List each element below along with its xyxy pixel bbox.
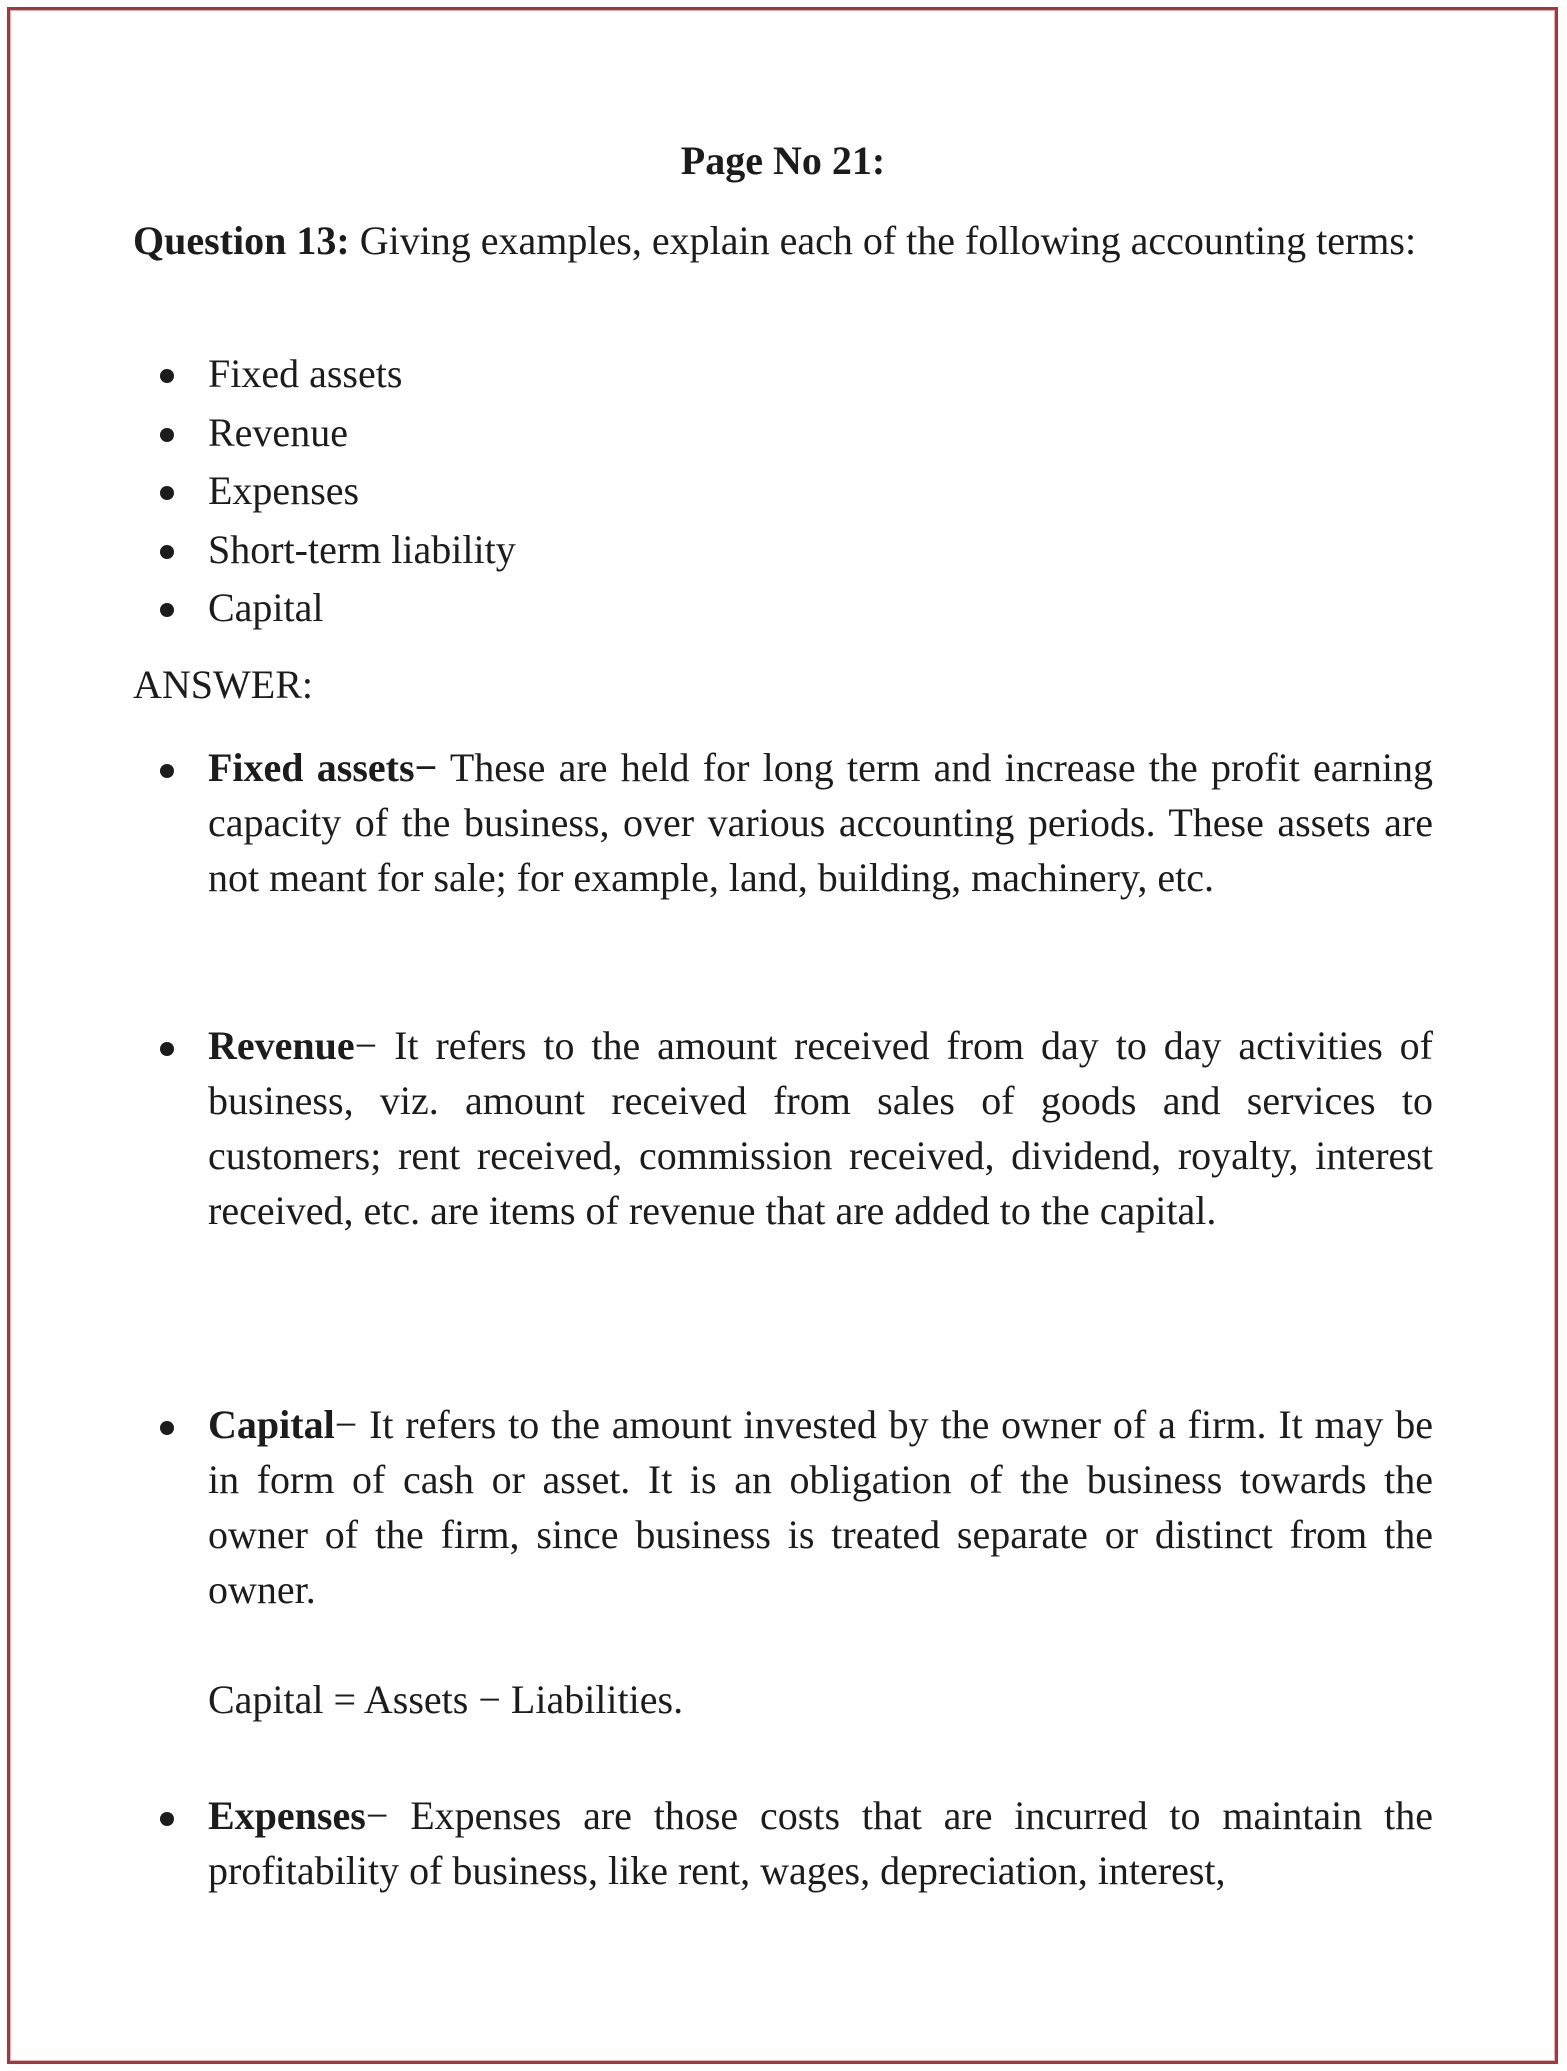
answer-item-revenue: Revenue− It refers to the amount received from day to day activities of business, viz. amount received from sales of goods and services to customers; rent received, commission received, dividend, royalty, interest received, etc. are items of revenue that are added to the capital. bbox=[133, 1018, 1433, 1238]
bullet-icon bbox=[160, 369, 174, 383]
bullet-icon bbox=[160, 1042, 174, 1056]
list-item: Short-term liability bbox=[133, 521, 1433, 580]
list-item: Capital bbox=[133, 579, 1433, 638]
bullet-icon bbox=[160, 603, 174, 617]
bullet-icon bbox=[160, 486, 174, 500]
answer-label: ANSWER: bbox=[133, 662, 313, 707]
terms-list bbox=[133, 345, 1433, 638]
capital-formula: Capital = Assets − Liabilities. bbox=[208, 1677, 684, 1722]
answer-item-expenses: Expenses− Expenses are those costs that are incurred to maintain the profitability of business, like rent, wages, depreciation, interest, bbox=[133, 1788, 1433, 1898]
answer-item-capital: Capital− It refers to the amount invested by the owner of a firm. It may be in form of cash or asset. It is an obligation of the business towards the owner of the firm, since business is treated separate or distinct from the owner. bbox=[133, 1397, 1433, 1617]
page-number-heading: Page No 21: bbox=[680, 138, 886, 183]
bullet-icon bbox=[160, 764, 174, 778]
question-text: Giving examples, explain each of the following accounting terms: bbox=[349, 218, 1417, 263]
bullet-icon bbox=[160, 1421, 174, 1435]
list-item: Expenses bbox=[133, 462, 1433, 521]
bullet-icon bbox=[160, 428, 174, 442]
bullet-icon bbox=[160, 545, 174, 559]
question-label: Question 13: bbox=[133, 218, 350, 263]
list-item: Fixed assets bbox=[133, 345, 1433, 404]
list-item: Revenue bbox=[133, 404, 1433, 463]
answer-item-fixed-assets: Fixed assets− These are held for long term and increase the profit earning capacity of the business, over various accounting periods. These assets are not meant for sale; for example, land, building, machinery, etc. bbox=[133, 740, 1433, 905]
bullet-icon bbox=[160, 1812, 174, 1826]
question-paragraph bbox=[133, 213, 1433, 268]
